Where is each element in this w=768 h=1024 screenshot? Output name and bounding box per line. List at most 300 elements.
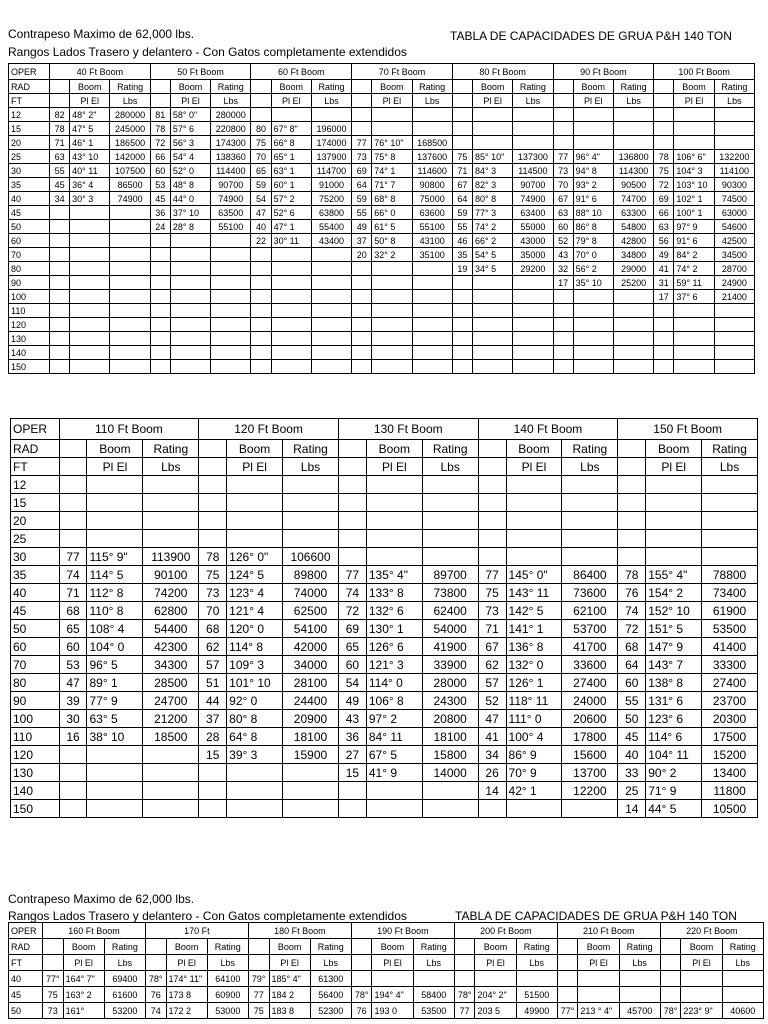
boom-angle-cell: 93° 2 <box>573 178 613 192</box>
table-row <box>11 530 758 548</box>
rating-lbs-cell <box>714 318 754 332</box>
operating-radius-cell <box>251 108 271 122</box>
rating-lbs-cell: 41900 <box>422 638 478 656</box>
table-row <box>9 108 755 122</box>
operating-radius-cell: 76 <box>351 1003 372 1019</box>
rating-label: Rating <box>422 440 478 458</box>
operating-radius-cell <box>150 346 170 360</box>
radius-cell: 45 <box>9 206 50 220</box>
rating-lbs-cell: 43000 <box>513 234 553 248</box>
pl-el-label: Pl El <box>170 94 210 108</box>
boom-angle-cell: 154° 2 <box>646 584 702 602</box>
boom-angle-cell: 66° 2 <box>472 234 512 248</box>
boom-angle-cell: 70° 0 <box>573 248 613 262</box>
boom-angle-cell: 102° 1 <box>674 192 714 206</box>
rating-lbs-cell <box>412 346 452 360</box>
boom-angle-cell: 133° 8 <box>366 584 422 602</box>
operating-radius-cell: 57 <box>478 674 506 692</box>
rating-lbs-cell <box>283 512 339 530</box>
boom-length-header: 70 Ft Boom <box>352 64 453 80</box>
boom-angle-cell <box>372 346 412 360</box>
boom-angle-cell: 85° 10" <box>472 150 512 164</box>
rating-lbs-cell <box>714 108 754 122</box>
operating-radius-cell <box>553 108 573 122</box>
blank-cell <box>50 94 70 108</box>
radius-cell: 150 <box>11 800 60 818</box>
boom-angle-cell <box>646 494 702 512</box>
rating-lbs-cell: 63500 <box>211 206 251 220</box>
boom-label: Boom <box>70 80 110 94</box>
boom-angle-cell <box>70 346 110 360</box>
rating-lbs-cell <box>613 360 653 374</box>
boom-angle-cell <box>271 248 311 262</box>
boom-length-header: 190 Ft Boom <box>351 923 454 939</box>
rating-lbs-cell: 42800 <box>613 234 653 248</box>
rating-lbs-cell: 54800 <box>613 220 653 234</box>
boom-angle-cell: 97° 9 <box>674 220 714 234</box>
boom-angle-cell: 92° 0 <box>227 692 283 710</box>
rating-lbs-cell <box>311 276 351 290</box>
operating-radius-cell <box>553 122 573 136</box>
operating-radius-cell: 78 <box>150 122 170 136</box>
radius-cell: 100 <box>9 290 50 304</box>
rating-lbs-cell: 55100 <box>412 220 452 234</box>
boom-angle-cell: 59° 11 <box>674 276 714 290</box>
boom-length-header: 130 Ft Boom <box>338 419 478 440</box>
operating-radius-cell: 50 <box>618 710 646 728</box>
boom-angle-cell: 47° 1 <box>271 220 311 234</box>
operating-radius-cell <box>251 276 271 290</box>
radius-cell: 50 <box>11 620 60 638</box>
radius-cell: 120 <box>9 318 50 332</box>
operating-radius-cell <box>352 290 372 304</box>
table-row <box>9 971 764 987</box>
boom-angle-cell: 118° 11 <box>506 692 562 710</box>
rad-label: RAD <box>9 939 43 955</box>
operating-radius-cell: 72 <box>618 620 646 638</box>
boom-angle-cell: 58° 0" <box>170 108 210 122</box>
operating-radius-cell: 39 <box>59 692 87 710</box>
operating-radius-cell: 31 <box>654 276 674 290</box>
operating-radius-cell <box>654 108 674 122</box>
operating-radius-cell <box>452 290 472 304</box>
radius-cell: 150 <box>9 360 50 374</box>
rating-lbs-cell: 90300 <box>714 178 754 192</box>
blank-cell <box>59 440 87 458</box>
pl-el-label: Pl El <box>475 955 516 971</box>
boom-angle-cell <box>646 512 702 530</box>
rating-lbs-cell: 73600 <box>562 584 618 602</box>
operating-radius-cell <box>452 108 472 122</box>
operating-radius-cell: 55 <box>352 206 372 220</box>
rating-lbs-cell: 280000 <box>211 108 251 122</box>
operating-radius-cell <box>452 318 472 332</box>
rating-lbs-cell: 137600 <box>412 150 452 164</box>
ft-label: FT <box>9 94 50 108</box>
boom-angle-cell: 104° 11 <box>646 746 702 764</box>
rating-label: Rating <box>311 80 351 94</box>
table-row <box>9 332 755 346</box>
operating-radius-cell <box>618 476 646 494</box>
rating-lbs-cell <box>513 346 553 360</box>
operating-radius-cell <box>199 494 227 512</box>
operating-radius-cell <box>251 346 271 360</box>
operating-radius-cell: 65 <box>338 638 366 656</box>
boom-angle-cell: 104° 3 <box>674 164 714 178</box>
boom-length-header: 120 Ft Boom <box>199 419 339 440</box>
operating-radius-cell: 75 <box>199 566 227 584</box>
radius-cell: 60 <box>11 638 60 656</box>
operating-radius-cell: 28 <box>199 728 227 746</box>
radius-cell: 12 <box>9 108 50 122</box>
operating-radius-cell <box>251 332 271 346</box>
rating-lbs-cell: 13700 <box>562 764 618 782</box>
boom-label: Boom <box>170 80 210 94</box>
operating-radius-cell <box>338 494 366 512</box>
table-row <box>9 234 755 248</box>
boom-angle-cell: 67° 8" <box>271 122 311 136</box>
operating-radius-cell: 78° <box>660 1003 681 1019</box>
boom-angle-cell <box>271 262 311 276</box>
rating-lbs-cell <box>513 304 553 318</box>
operating-radius-cell <box>660 971 681 987</box>
header-row-boom-rating <box>9 939 764 955</box>
rating-lbs-cell: 21400 <box>714 290 754 304</box>
rating-lbs-cell: 24000 <box>562 692 618 710</box>
operating-radius-cell: 76 <box>618 584 646 602</box>
operating-radius-cell: 26 <box>478 764 506 782</box>
rating-lbs-cell: 63400 <box>513 206 553 220</box>
rating-lbs-cell <box>283 764 339 782</box>
boom-angle-cell <box>70 332 110 346</box>
rating-lbs-cell: 186500 <box>110 136 150 150</box>
boom-angle-cell <box>472 304 512 318</box>
operating-radius-cell <box>50 332 70 346</box>
boom-label: Boom <box>646 440 702 458</box>
operating-radius-cell <box>452 136 472 150</box>
table-row <box>9 122 755 136</box>
table-row <box>11 800 758 818</box>
operating-radius-cell <box>150 234 170 248</box>
rating-lbs-cell: 17500 <box>702 728 758 746</box>
boom-angle-cell: 50° 8 <box>372 234 412 248</box>
operating-radius-cell: 67 <box>452 178 472 192</box>
operating-radius-cell: 65 <box>59 620 87 638</box>
rating-lbs-cell <box>143 800 199 818</box>
rating-lbs-cell: 53200 <box>104 1003 145 1019</box>
boom-angle-cell: 163° 2 <box>63 987 104 1003</box>
rating-lbs-cell <box>311 248 351 262</box>
rating-lbs-cell <box>143 512 199 530</box>
rating-lbs-cell: 73800 <box>422 584 478 602</box>
pl-el-label: Pl El <box>681 955 722 971</box>
rating-lbs-cell: 90700 <box>513 178 553 192</box>
radius-cell: 60 <box>9 234 50 248</box>
operating-radius-cell: 73 <box>199 584 227 602</box>
rating-lbs-cell: 25200 <box>613 276 653 290</box>
boom-angle-cell <box>87 494 143 512</box>
boom-angle-cell: 44° 5 <box>646 800 702 818</box>
rating-lbs-cell: 12200 <box>562 782 618 800</box>
operating-radius-cell <box>478 548 506 566</box>
boom-angle-cell: 172 2 <box>166 1003 207 1019</box>
boom-angle-cell <box>372 304 412 318</box>
operating-radius-cell: 73 <box>352 150 372 164</box>
rating-lbs-cell: 114600 <box>412 164 452 178</box>
radius-cell: 25 <box>11 530 60 548</box>
boom-angle-cell: 131° 6 <box>646 692 702 710</box>
boom-angle-cell: 96° 4" <box>573 150 613 164</box>
header-row-boom-names <box>9 923 764 939</box>
rating-lbs-cell: 69400 <box>104 971 145 987</box>
blank-cell <box>351 955 372 971</box>
header-row-units <box>11 458 758 476</box>
boom-label: Boom <box>475 939 516 955</box>
blank-cell <box>251 94 271 108</box>
rating-lbs-cell <box>714 332 754 346</box>
boom-angle-cell: 114° 0 <box>366 674 422 692</box>
operating-radius-cell: 44 <box>199 692 227 710</box>
rating-lbs-cell <box>143 530 199 548</box>
operating-radius-cell <box>251 304 271 318</box>
boom-angle-cell: 123° 4 <box>227 584 283 602</box>
operating-radius-cell: 73 <box>553 164 573 178</box>
boom-angle-cell: 173 8 <box>166 987 207 1003</box>
boom-angle-cell: 112° 8 <box>87 584 143 602</box>
boom-angle-cell: 120° 0 <box>227 620 283 638</box>
operating-radius-cell: 36 <box>338 728 366 746</box>
rating-lbs-cell <box>211 360 251 374</box>
rating-lbs-cell: 91000 <box>311 178 351 192</box>
rating-lbs-cell: 245000 <box>110 122 150 136</box>
boom-angle-cell <box>372 108 412 122</box>
boom-angle-cell: 184 2 <box>269 987 310 1003</box>
operating-radius-cell: 70 <box>553 178 573 192</box>
boom-angle-cell: 130° 1 <box>366 620 422 638</box>
boom-angle-cell: 114° 6 <box>646 728 702 746</box>
boom-angle-cell <box>170 332 210 346</box>
operating-radius-cell: 65 <box>251 164 271 178</box>
boom-angle-cell <box>506 512 562 530</box>
table-row <box>11 692 758 710</box>
radius-cell: 110 <box>9 304 50 318</box>
operating-radius-cell <box>478 512 506 530</box>
operating-radius-cell: 35 <box>452 248 472 262</box>
blank-cell <box>618 458 646 476</box>
rating-lbs-cell: 20600 <box>562 710 618 728</box>
operating-radius-cell <box>199 512 227 530</box>
blank-cell <box>145 939 166 955</box>
operating-radius-cell: 45 <box>50 178 70 192</box>
rating-lbs-cell: 114100 <box>714 164 754 178</box>
operating-radius-cell <box>654 332 674 346</box>
rating-lbs-cell: 90800 <box>412 178 452 192</box>
operating-radius-cell <box>352 262 372 276</box>
boom-angle-cell: 80° 8 <box>472 192 512 206</box>
blank-cell <box>454 955 475 971</box>
operating-radius-cell: 62 <box>199 638 227 656</box>
rating-label: Rating <box>702 440 758 458</box>
rating-lbs-cell <box>513 360 553 374</box>
operating-radius-cell: 69 <box>352 164 372 178</box>
rating-lbs-cell <box>143 476 199 494</box>
rating-lbs-cell: 90100 <box>143 566 199 584</box>
boom-angle-cell: 48° 2" <box>70 108 110 122</box>
rating-lbs-cell <box>412 262 452 276</box>
operating-radius-cell: 24 <box>150 220 170 234</box>
operating-radius-cell <box>553 136 573 150</box>
boom-angle-cell <box>674 136 714 150</box>
table-row <box>9 360 755 374</box>
boom-angle-cell: 82° 3 <box>472 178 512 192</box>
capacity-table-40-100 <box>8 63 755 374</box>
lbs-label: Lbs <box>110 94 150 108</box>
boom-length-header: 170 Ft <box>145 923 248 939</box>
blank-cell <box>150 80 170 94</box>
blank-cell <box>251 80 271 94</box>
rating-lbs-cell: 51500 <box>516 987 557 1003</box>
operating-radius-cell: 74 <box>338 584 366 602</box>
blank-cell <box>338 440 366 458</box>
operating-radius-cell: 30 <box>59 710 87 728</box>
blank-cell <box>352 80 372 94</box>
table-row <box>11 710 758 728</box>
boom-length-header: 140 Ft Boom <box>478 419 618 440</box>
boom-angle-cell: 121° 3 <box>366 656 422 674</box>
radius-cell: 50 <box>9 1003 43 1019</box>
table-row <box>11 548 758 566</box>
rating-lbs-cell: 53500 <box>413 1003 454 1019</box>
boom-angle-cell: 100° 1 <box>674 206 714 220</box>
rating-lbs-cell: 53700 <box>562 620 618 638</box>
table-row <box>11 566 758 584</box>
operating-radius-cell <box>59 476 87 494</box>
operating-radius-cell: 77 <box>338 566 366 584</box>
boom-angle-cell: 61° 5 <box>372 220 412 234</box>
boom-angle-cell: 161° <box>63 1003 104 1019</box>
table-row <box>9 164 755 178</box>
rating-lbs-cell: 137300 <box>513 150 553 164</box>
header-row-units <box>9 955 764 971</box>
operating-radius-cell: 66 <box>654 206 674 220</box>
boom-label: Boom <box>578 939 619 955</box>
operating-radius-cell <box>50 220 70 234</box>
rating-lbs-cell: 89700 <box>422 566 478 584</box>
boom-angle-cell: 147° 9 <box>646 638 702 656</box>
boom-angle-cell: 145° 0" <box>506 566 562 584</box>
operating-radius-cell: 20 <box>352 248 372 262</box>
boom-angle-cell: 60° 1 <box>271 178 311 192</box>
boom-label: Boom <box>269 939 310 955</box>
boom-angle-cell <box>271 332 311 346</box>
rating-lbs-cell <box>422 782 478 800</box>
table-row <box>9 290 755 304</box>
blank-cell <box>352 94 372 108</box>
boom-length-header: 150 Ft Boom <box>618 419 758 440</box>
boom-angle-cell: 66° 8 <box>271 136 311 150</box>
rating-lbs-cell: 45700 <box>619 1003 660 1019</box>
operating-radius-cell: 14 <box>618 800 646 818</box>
radius-cell: 90 <box>11 692 60 710</box>
boom-angle-cell <box>87 512 143 530</box>
operating-radius-cell <box>654 304 674 318</box>
operating-radius-cell: 49 <box>654 248 674 262</box>
rating-lbs-cell <box>422 476 478 494</box>
boom-angle-cell <box>573 304 613 318</box>
boom-angle-cell: 142° 5 <box>506 602 562 620</box>
rating-lbs-cell <box>702 548 758 566</box>
boom-angle-cell: 28° 8 <box>170 220 210 234</box>
table-row <box>11 656 758 674</box>
operating-radius-cell <box>452 360 472 374</box>
rating-lbs-cell: 74900 <box>110 192 150 206</box>
table-row <box>11 494 758 512</box>
operating-radius-cell <box>199 476 227 494</box>
rating-lbs-cell: 62800 <box>143 602 199 620</box>
operating-radius-cell: 72 <box>150 136 170 150</box>
rating-lbs-cell: 28500 <box>143 674 199 692</box>
rating-lbs-cell: 114300 <box>613 164 653 178</box>
rating-lbs-cell <box>412 108 452 122</box>
boom-angle-cell <box>366 530 422 548</box>
rating-lbs-cell: 20800 <box>422 710 478 728</box>
operating-radius-cell <box>553 304 573 318</box>
rating-lbs-cell <box>211 332 251 346</box>
pl-el-label: Pl El <box>506 458 562 476</box>
boom-angle-cell <box>472 290 512 304</box>
operating-radius-cell: 66 <box>150 150 170 164</box>
rating-lbs-cell <box>613 346 653 360</box>
boom-angle-cell: 54° 5 <box>472 248 512 262</box>
rating-lbs-cell: 137900 <box>311 150 351 164</box>
rating-lbs-cell <box>702 512 758 530</box>
boom-angle-cell <box>573 346 613 360</box>
lbs-label: Lbs <box>143 458 199 476</box>
boom-angle-cell: 143° 11 <box>506 584 562 602</box>
table-row <box>9 304 755 318</box>
rating-lbs-cell: 27400 <box>562 674 618 692</box>
rating-lbs-cell: 74500 <box>714 192 754 206</box>
oper-label: OPER <box>9 64 50 80</box>
pl-el-label: Pl El <box>372 94 412 108</box>
boom-angle-cell: 223° 9" <box>681 1003 722 1019</box>
lbs-label: Lbs <box>311 94 351 108</box>
operating-radius-cell <box>352 108 372 122</box>
operating-radius-cell <box>199 764 227 782</box>
boom-angle-cell: 136° 8 <box>506 638 562 656</box>
boom-angle-cell: 115° 9" <box>87 548 143 566</box>
boom-angle-cell: 86° 8 <box>573 220 613 234</box>
boom-angle-cell: 46° 1 <box>70 136 110 150</box>
boom-angle-cell: 91° 6 <box>573 192 613 206</box>
blank-cell <box>351 939 372 955</box>
boom-angle-cell <box>573 318 613 332</box>
rating-lbs-cell <box>702 476 758 494</box>
rating-lbs-cell: 113900 <box>143 548 199 566</box>
operating-radius-cell: 75 <box>42 987 63 1003</box>
radius-cell: 40 <box>11 584 60 602</box>
boom-angle-cell: 71° 9 <box>646 782 702 800</box>
operating-radius-cell: 77° <box>42 971 63 987</box>
boom-angle-cell <box>472 122 512 136</box>
rating-lbs-cell <box>422 494 478 512</box>
operating-radius-cell: 59 <box>251 178 271 192</box>
operating-radius-cell <box>251 318 271 332</box>
blank-cell <box>478 440 506 458</box>
boom-length-header: 40 Ft Boom <box>50 64 151 80</box>
rating-lbs-cell <box>422 800 478 818</box>
boom-length-header: 220 Ft Boom <box>660 923 763 939</box>
